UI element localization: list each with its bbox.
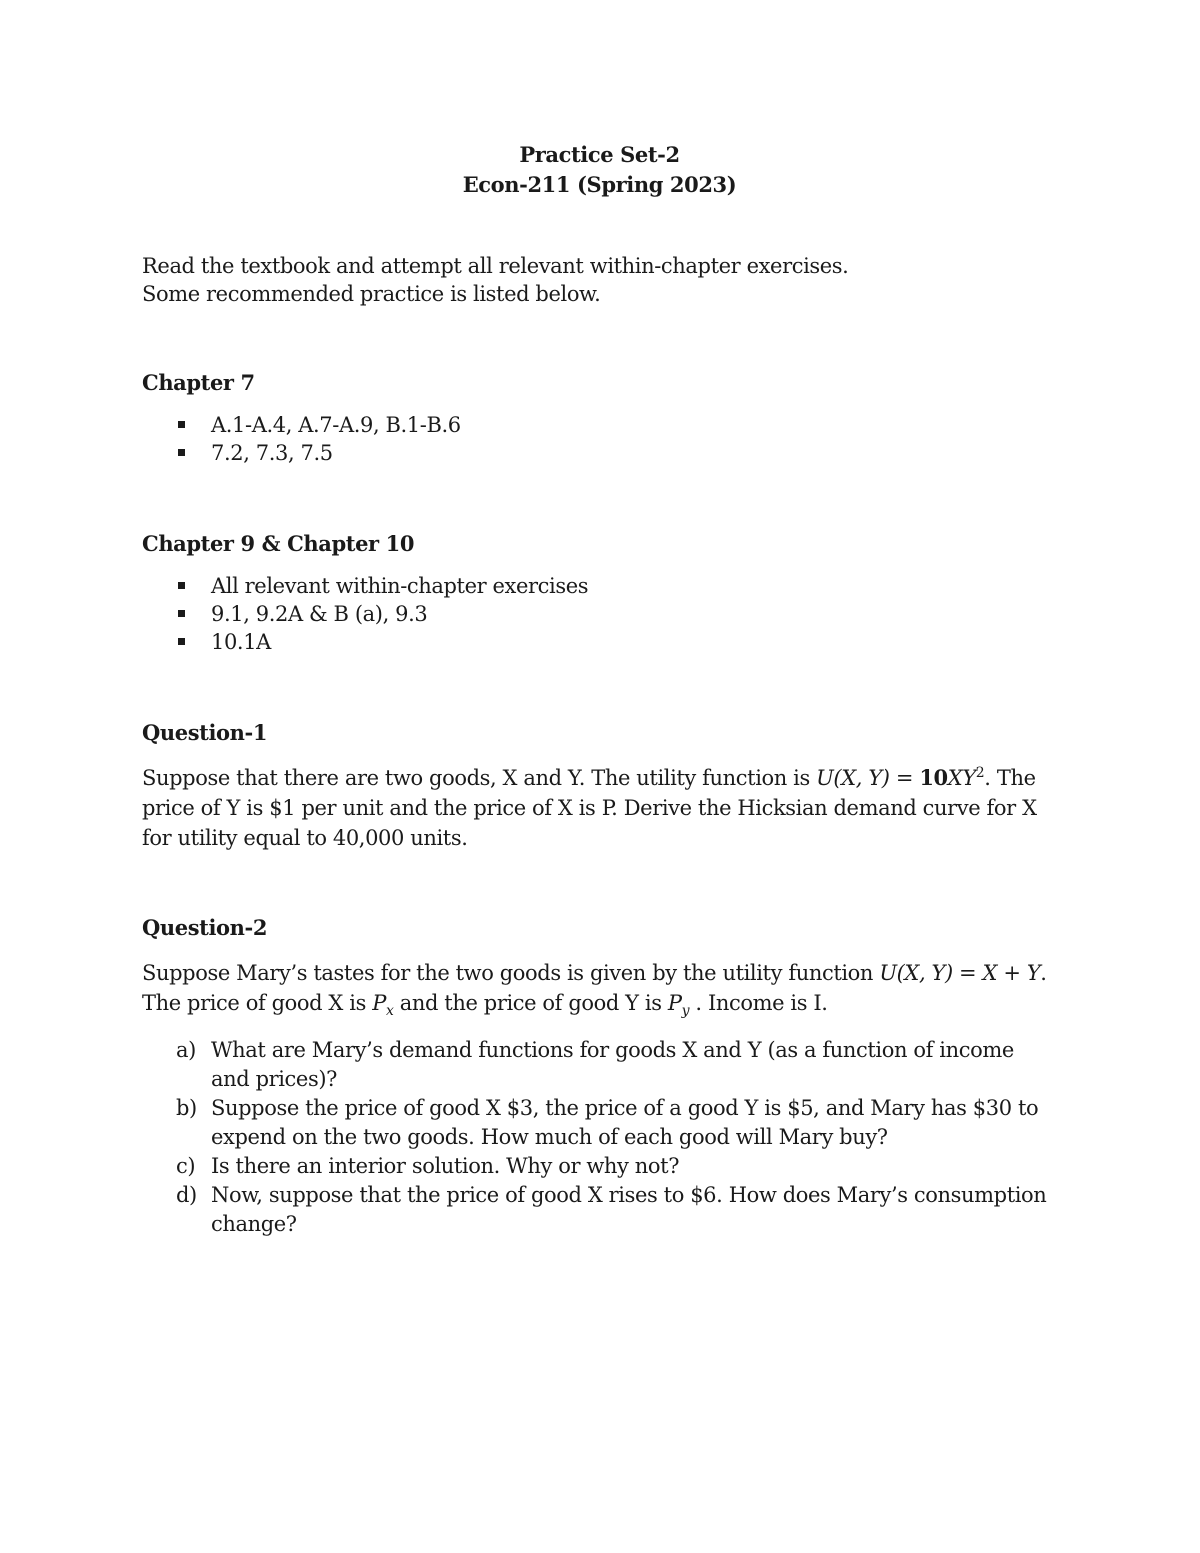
list-item: 7.2, 7.3, 7.5 [142,439,1057,467]
list-item: A.1-A.4, A.7-A.9, B.1-B.6 [142,411,1057,439]
part-label: b) [176,1096,197,1120]
chapter-9-10-heading: Chapter 9 & Chapter 10 [142,531,415,556]
square-bullet-icon [178,638,185,645]
course-title: Econ-211 (Spring 2023) [462,172,737,197]
utility-formula-exponent: 2 [975,765,985,781]
list-item: 9.1, 9.2A & B (a), 9.3 [142,600,1057,628]
intro-line-2: Some recommended practice is listed below. [142,282,601,306]
question-2-heading: Question-2 [142,915,268,940]
square-bullet-icon [178,582,185,589]
document-page [142,140,1057,1239]
document-title: Practice Set-2 [519,142,680,167]
part-label: a) [176,1038,196,1062]
list-item: a) What are Mary’s demand functions for goods X and Y (as a function of income and prices)? [176,1038,1014,1091]
utility-formula-vars: XY [947,766,976,790]
question-1-heading: Question-1 [142,720,268,745]
list-item: 10.1A [142,628,1057,656]
list-item: All relevant within-chapter exercises [142,572,1057,600]
list-item: c) Is there an interior solution. Why or why not? [142,1152,1057,1181]
utility-formula-coef: 10 [919,765,948,790]
square-bullet-icon [178,421,185,428]
square-bullet-icon [178,610,185,617]
price-y-symbol: $P_y$ [667,991,690,1020]
chapter-9-10-list [142,572,1057,656]
chapter-7-heading: Chapter 7 [142,370,255,395]
square-bullet-icon [178,449,185,456]
list-item: d) Now, suppose that the price of good X rises to $6. How does Mary’s consumption change? [176,1183,1047,1236]
part-label: d) [176,1183,197,1207]
price-x-symbol: $P_x$ [372,991,394,1020]
utility-formula-lhs: U(X, Y) [816,766,890,790]
part-label: c) [176,1154,196,1178]
question-2-parts [142,1036,1057,1239]
utility-formula: U(X, Y) = X + Y [879,961,1041,985]
list-item: b) Suppose the price of good X $3, the price of a good Y is $5, and Mary has $30 to expend on the two goods. How much of each good will Mary buy? [176,1096,1039,1149]
question-2-text: Suppose Mary’s tastes for the two goods is given by the utility function U(X, Y) = X + Y. The price of good X is $P_x$ and the price of good Y is $P_y$ . Income is I. [142,961,1047,1020]
intro-line-1: Read the textbook and attempt all relevant within-chapter exercises. [142,254,849,278]
intro-text [142,252,1057,308]
title-block [142,140,1057,200]
chapter-7-list [142,411,1057,467]
question-1-text: Suppose that there are two goods, X and Y. The utility function is U(X, $Y) = 10XY^2$. The price of Y is $1 per unit and the price of X is P. Derive the Hicksian demand curve for X for utility equal to 40,000 units. [142,765,1037,850]
